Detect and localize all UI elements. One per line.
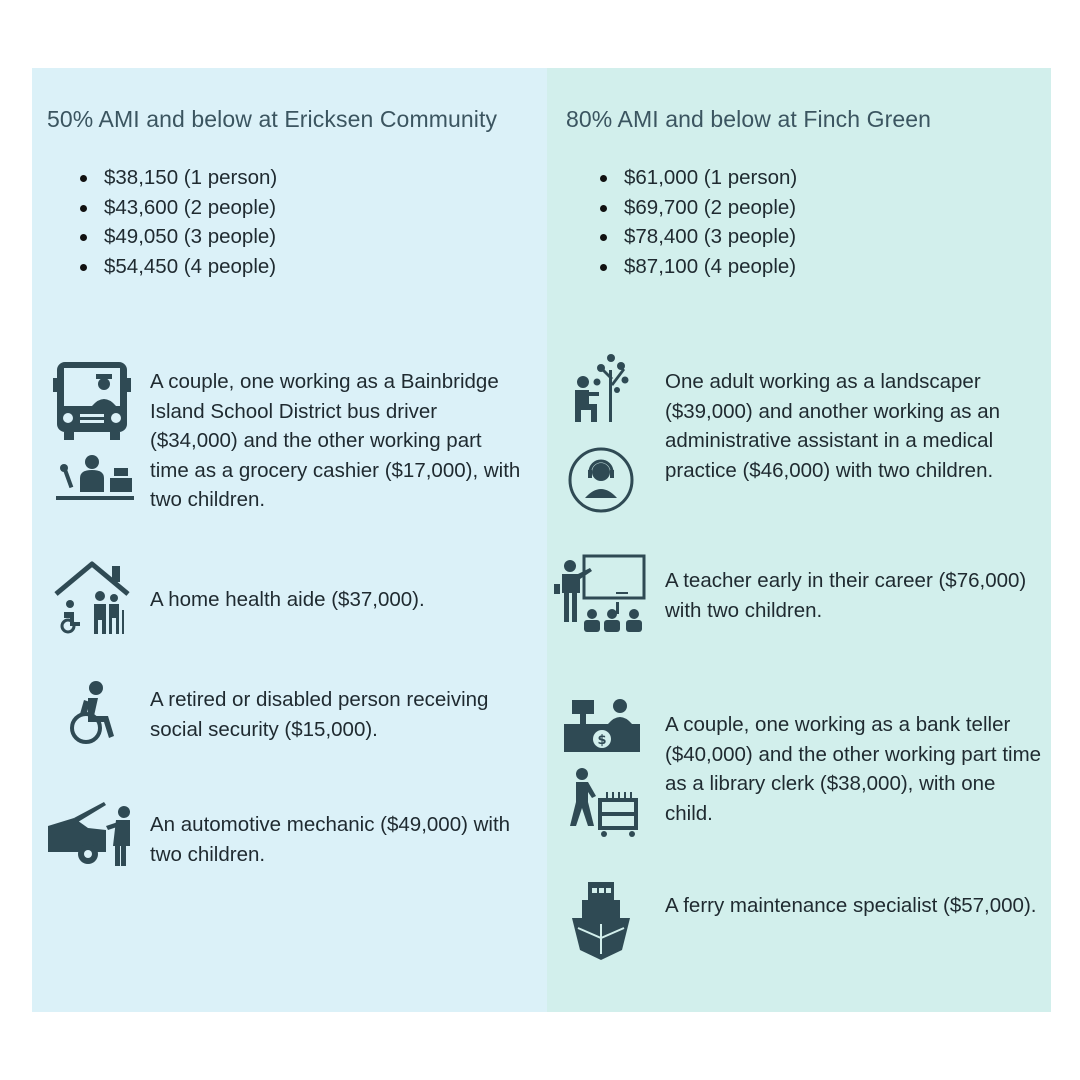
income-item: $78,400 (3 people) — [598, 222, 797, 252]
left-example-2-text: A home health aide ($37,000). — [150, 588, 425, 611]
right-example-4-text: A ferry maintenance specialist ($57,000). — [665, 894, 1037, 917]
income-item: $87,100 (4 people) — [598, 252, 797, 282]
income-item: $54,450 (4 people) — [78, 252, 277, 282]
wheelchair-user-icon — [66, 680, 122, 746]
bank-teller-and-library-clerk-icon — [562, 696, 642, 838]
right-example-3-text: A couple, one working as a bank teller ($40,000) and the other working part time as a library clerk ($38,000), with one child. — [665, 713, 1042, 825]
svg-text:$: $ — [597, 733, 607, 748]
bus-driver-and-cashier-icon — [52, 360, 136, 510]
right-income-list — [598, 163, 797, 281]
left-example-4-text: An automotive mechanic ($49,000) with two children. — [150, 813, 511, 866]
car-mechanic-icon — [46, 800, 138, 870]
left-example-1-text: A couple, one working as a Bainbridge Island School District bus driver ($34,000) and the other working part time as a grocery cashier ($17,000), with two children. — [150, 370, 521, 511]
income-item: $61,000 (1 person) — [598, 163, 797, 193]
home-health-aide-icon — [52, 560, 132, 636]
right-heading: 80% AMI and below at Finch Green — [566, 106, 932, 132]
income-item: $43,600 (2 people) — [78, 193, 277, 223]
left-example-3-text: A retired or disabled person receiving social security ($15,000). — [150, 688, 489, 741]
ferry-ship-icon — [570, 880, 632, 962]
landscaper-and-receptionist-icon — [565, 350, 641, 516]
income-item: $38,150 (1 person) — [78, 163, 277, 193]
left-income-list — [78, 163, 277, 281]
teacher-classroom-icon — [552, 554, 650, 634]
left-heading: 50% AMI and below at Ericksen Community — [47, 106, 498, 132]
income-item: $49,050 (3 people) — [78, 222, 277, 252]
right-example-1-text: One adult working as a landscaper ($39,000) and another working as an administrative assistant in a medical practice ($46,000) with two children. — [665, 370, 1001, 482]
income-item: $69,700 (2 people) — [598, 193, 797, 223]
right-example-2-text: A teacher early in their career ($76,000) with two children. — [665, 569, 1027, 622]
